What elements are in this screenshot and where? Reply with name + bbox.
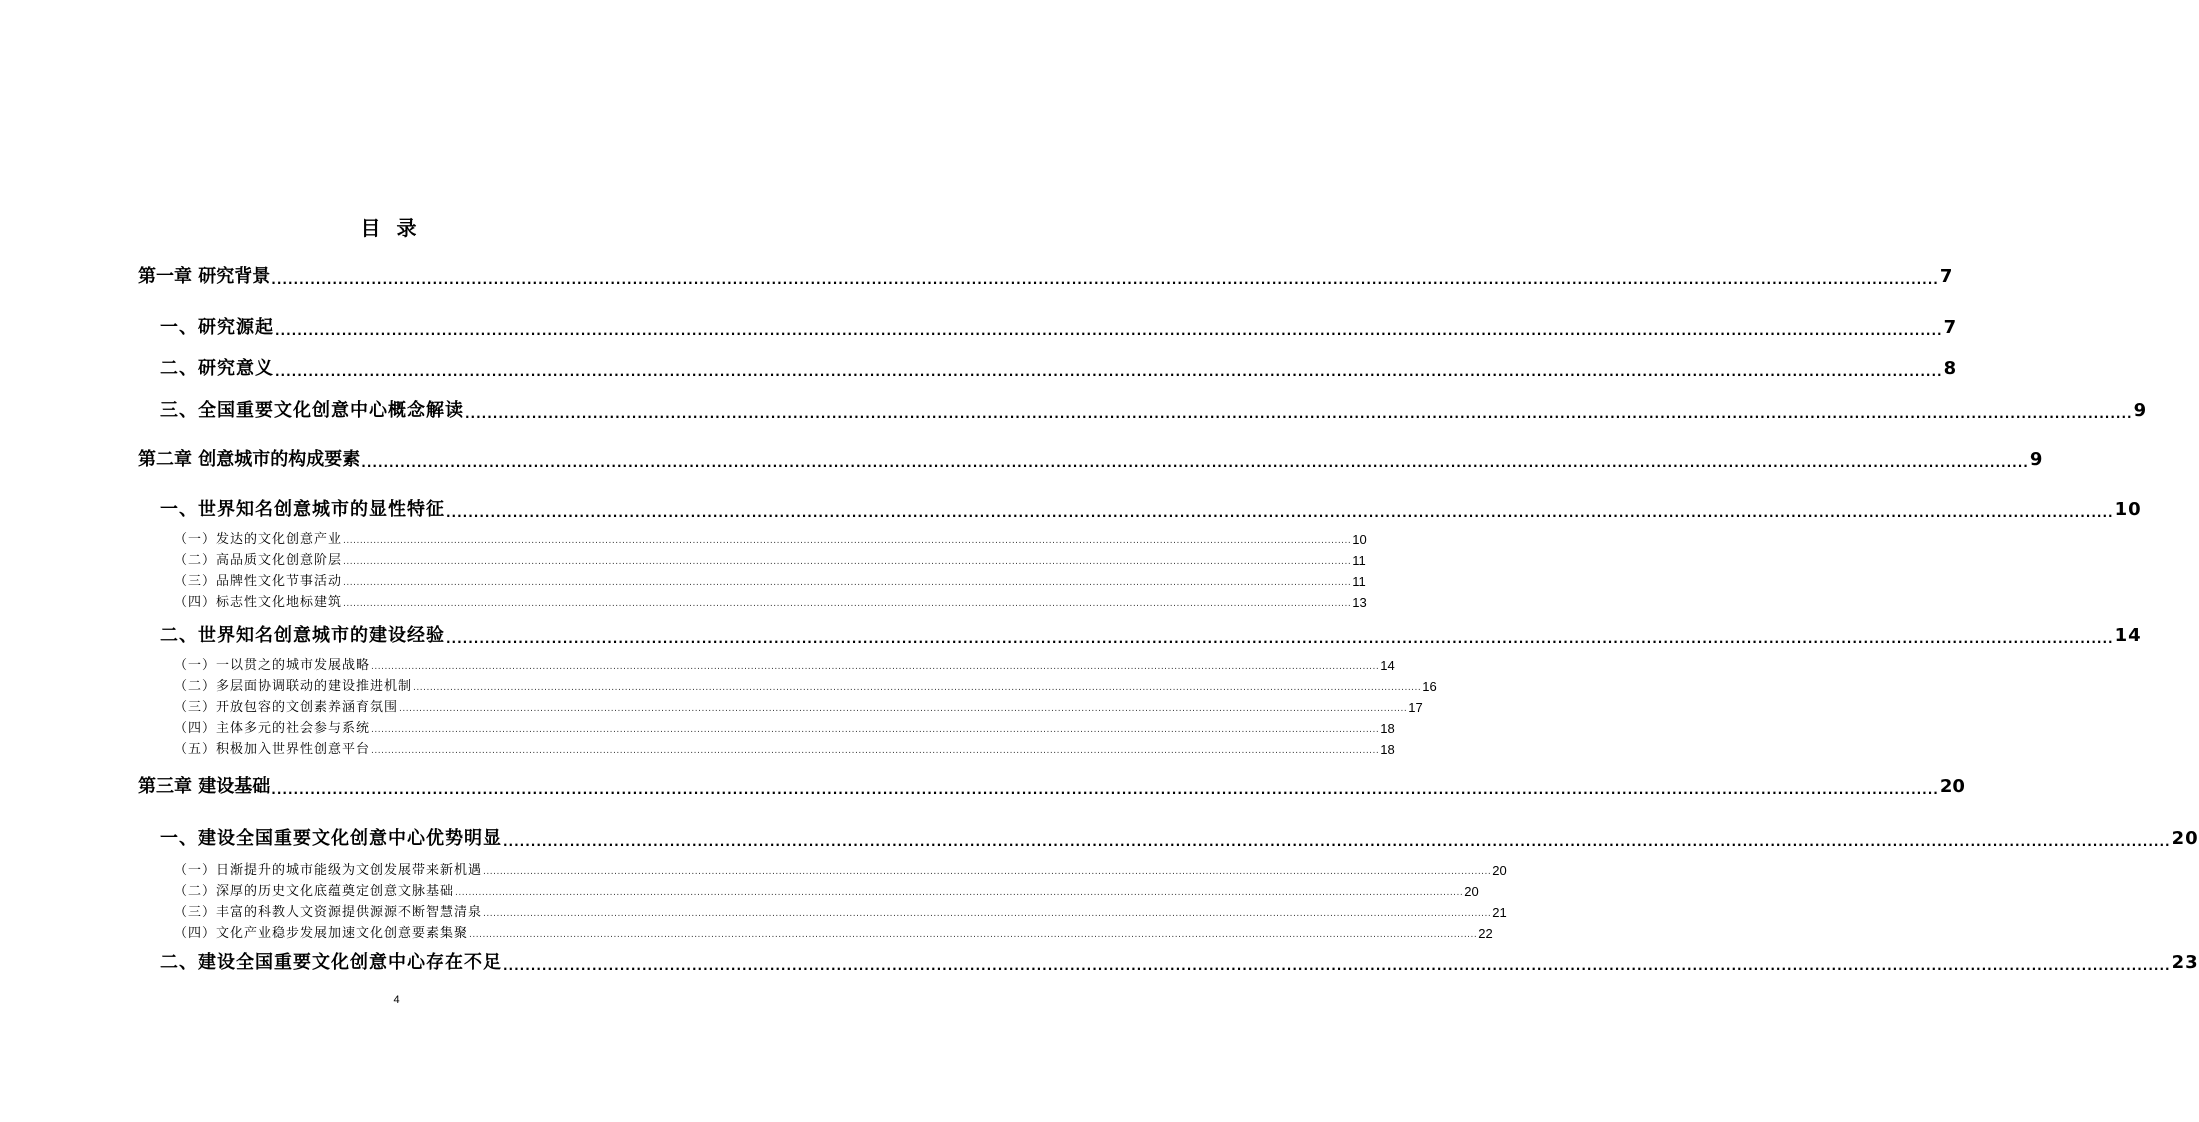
toc-entry-section[interactable] xyxy=(160,356,1958,382)
toc-entry-page: 14 xyxy=(2114,625,2142,646)
toc-entry-page: 9 xyxy=(2133,400,2148,421)
toc-entry-page: 13 xyxy=(1352,595,1367,610)
toc-entry-label: （三）开放包容的文创素养涵育氛围 xyxy=(174,700,399,715)
dot-leader: ............................................................................................................................................................................................................................................................................................................ xyxy=(446,632,2114,646)
toc-entry-section[interactable] xyxy=(160,398,2148,424)
toc-entry-sub[interactable] xyxy=(174,861,1507,880)
toc-entry-page: 20 xyxy=(1464,884,1479,899)
toc-entry-page: 10 xyxy=(2114,499,2142,520)
dot-leader: ............................................................................................................................................................................................................................................................................................................ xyxy=(455,888,1464,898)
toc-entry-page: 7 xyxy=(1939,266,1953,287)
dot-leader: ............................................................................................................................................................................................................................................................................................................ xyxy=(343,599,1352,609)
dot-leader: ............................................................................................................................................................................................................................................................................................................ xyxy=(275,324,1943,338)
toc-entry-label: 一、研究源起 xyxy=(160,317,274,338)
dot-leader: ............................................................................................................................................................................................................................................................................................................ xyxy=(343,578,1352,588)
toc-entry-section[interactable] xyxy=(160,315,1958,341)
toc-entry-page: 20 xyxy=(2171,828,2199,849)
toc-entry-page: 18 xyxy=(1380,742,1395,757)
toc-entry-page: 7 xyxy=(1943,317,1958,338)
dot-leader: ............................................................................................................................................................................................................................................................................................................ xyxy=(483,909,1492,919)
dot-leader: ............................................................................................................................................................................................................................................................................................................ xyxy=(469,930,1478,940)
toc-entry-label: 第三章 建设基础 xyxy=(138,776,271,797)
toc-entry-page: 20 xyxy=(1939,776,1965,797)
toc-entry-label: 第二章 创意城市的构成要素 xyxy=(138,449,361,470)
toc-entry-sub[interactable] xyxy=(174,530,1367,549)
toc-entry-label: 一、世界知名创意城市的显性特征 xyxy=(160,499,445,520)
toc-entry-section[interactable] xyxy=(160,826,2199,852)
toc-entry-label: 二、研究意义 xyxy=(160,358,274,379)
toc-entry-label: 第一章 研究背景 xyxy=(138,266,271,287)
toc-entry-page: 22 xyxy=(1478,926,1493,941)
toc-entry-label: （四）标志性文化地标建筑 xyxy=(174,595,343,610)
dot-leader: ............................................................................................................................................................................................................................................................................................................ xyxy=(483,867,1492,877)
toc-entry-sub[interactable] xyxy=(174,903,1507,922)
toc-entry-label: （五）积极加入世界性创意平台 xyxy=(174,742,371,757)
toc-entry-label: （二）深厚的历史文化底蕴奠定创意文脉基础 xyxy=(174,884,455,899)
dot-leader: ............................................................................................................................................................................................................................................................................................................ xyxy=(371,662,1380,672)
toc-entry-chapter[interactable] xyxy=(138,774,1965,800)
toc-entry-chapter[interactable] xyxy=(138,264,1953,290)
toc-entry-sub[interactable] xyxy=(174,924,1493,943)
dot-leader: ............................................................................................................................................................................................................................................................................................................ xyxy=(371,746,1380,756)
toc-entry-page: 23 xyxy=(2171,952,2199,973)
dot-leader: ............................................................................................................................................................................................................................................................................................................ xyxy=(503,959,2171,973)
toc-entry-label: （三）品牌性文化节事活动 xyxy=(174,574,343,589)
toc-entry-label: 一、建设全国重要文化创意中心优势明显 xyxy=(160,828,502,849)
toc-entry-page: 21 xyxy=(1492,905,1507,920)
toc-entry-sub[interactable] xyxy=(174,719,1395,738)
dot-leader: ............................................................................................................................................................................................................................................................................................................ xyxy=(465,407,2133,421)
toc-entry-page: 11 xyxy=(1352,553,1366,568)
toc-entry-page: 8 xyxy=(1943,358,1958,379)
dot-leader: ............................................................................................................................................................................................................................................................................................................ xyxy=(271,273,1939,287)
dot-leader: ............................................................................................................................................................................................................................................................................................................ xyxy=(446,506,2114,520)
toc-entry-label: （一）发达的文化创意产业 xyxy=(174,532,343,547)
toc-entry-sub[interactable] xyxy=(174,551,1366,570)
toc-entry-label: 二、世界知名创意城市的建设经验 xyxy=(160,625,445,646)
dot-leader: ............................................................................................................................................................................................................................................................................................................ xyxy=(343,557,1352,567)
toc-entry-sub[interactable] xyxy=(174,656,1395,675)
toc-entry-page: 20 xyxy=(1492,863,1507,878)
toc-entry-sub[interactable] xyxy=(174,593,1367,612)
toc-entry-label: （一）一以贯之的城市发展战略 xyxy=(174,658,371,673)
toc-entry-section[interactable] xyxy=(160,623,2142,649)
toc-title: 目录 xyxy=(360,216,433,240)
dot-leader: ............................................................................................................................................................................................................................................................................................................ xyxy=(275,365,1943,379)
dot-leader: ............................................................................................................................................................................................................................................................................................................ xyxy=(413,683,1422,693)
toc-entry-section[interactable] xyxy=(160,497,2142,523)
dot-leader: ............................................................................................................................................................................................................................................................................................................ xyxy=(399,704,1408,714)
toc-entry-label: （二）多层面协调联动的建设推进机制 xyxy=(174,679,413,694)
toc-entry-page: 9 xyxy=(2029,449,2043,470)
toc-entry-chapter[interactable] xyxy=(138,447,2043,473)
toc-entry-page: 10 xyxy=(1352,532,1367,547)
toc-entry-sub[interactable] xyxy=(174,740,1395,759)
toc-entry-label: （二）高品质文化创意阶层 xyxy=(174,553,343,568)
toc-entry-sub[interactable] xyxy=(174,882,1479,901)
toc-entry-page: 14 xyxy=(1380,658,1395,673)
toc-entry-sub[interactable] xyxy=(174,677,1437,696)
toc-entry-label: （三）丰富的科教人文资源提供源源不断智慧清泉 xyxy=(174,905,483,920)
toc-entry-sub[interactable] xyxy=(174,572,1366,591)
toc-entry-label: （四）文化产业稳步发展加速文化创意要素集聚 xyxy=(174,926,469,941)
toc-entry-label: 二、建设全国重要文化创意中心存在不足 xyxy=(160,952,502,973)
toc-entry-label: （一）日渐提升的城市能级为文创发展带来新机遇 xyxy=(174,863,483,878)
toc-entry-page: 18 xyxy=(1380,721,1395,736)
toc-entry-page: 11 xyxy=(1352,574,1366,589)
toc-entry-page: 16 xyxy=(1422,679,1437,694)
dot-leader: ............................................................................................................................................................................................................................................................................................................ xyxy=(343,536,1352,546)
toc-entry-sub[interactable] xyxy=(174,698,1423,717)
page-number: 4 xyxy=(393,994,400,1006)
dot-leader: ............................................................................................................................................................................................................................................................................................................ xyxy=(271,783,1939,797)
dot-leader: ............................................................................................................................................................................................................................................................................................................ xyxy=(371,725,1380,735)
toc-entry-section[interactable] xyxy=(160,950,2199,976)
toc-entry-page: 17 xyxy=(1408,700,1423,715)
toc-entry-label: （四）主体多元的社会参与系统 xyxy=(174,721,371,736)
dot-leader: ............................................................................................................................................................................................................................................................................................................ xyxy=(361,456,2029,470)
dot-leader: ............................................................................................................................................................................................................................................................................................................ xyxy=(503,835,2171,849)
toc-entry-label: 三、全国重要文化创意中心概念解读 xyxy=(160,400,464,421)
